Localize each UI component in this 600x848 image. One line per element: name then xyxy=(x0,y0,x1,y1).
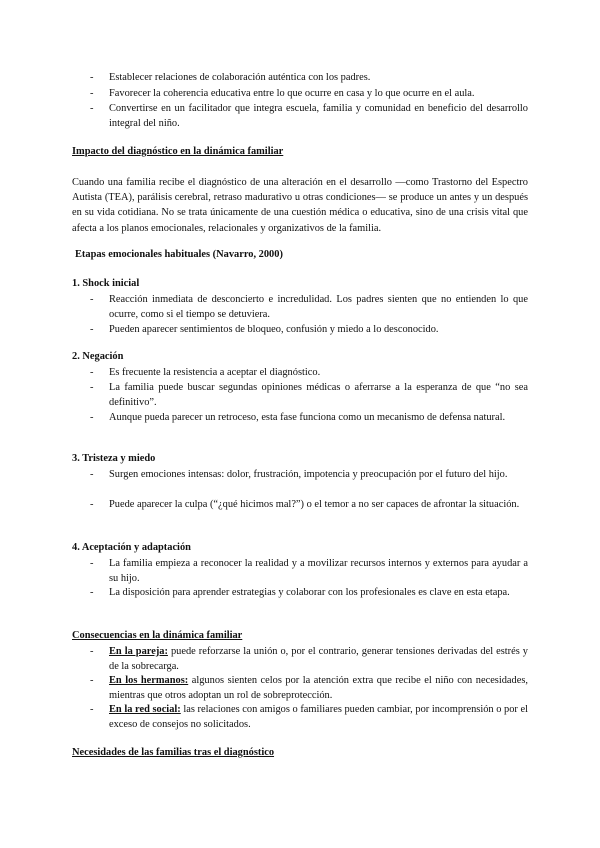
bullet-dash: - xyxy=(90,646,94,657)
list-item xyxy=(90,365,528,380)
bullet-dash: - xyxy=(90,382,94,393)
list-item xyxy=(90,467,528,482)
bullet-dash: - xyxy=(90,88,94,99)
bullet-text: Favorecer la coherencia educativa entre lo que ocurre en casa y lo que ocurre en el aula. xyxy=(109,88,475,99)
list-item xyxy=(90,585,528,600)
consequence-text: puede reforzarse la unión o, por el contrario, generar tensiones derivadas del estrés y de la sobrecarga. xyxy=(109,646,528,673)
bullet-text xyxy=(109,673,528,703)
stage-title: 3. Tristeza y miedo xyxy=(72,453,156,464)
list-item xyxy=(90,70,528,85)
list-item xyxy=(90,86,528,101)
impact-paragraph: Cuando una familia recibe el diagnóstico de una alteración en el desarrollo —como Trastorno del Espectro Autista (TEA), parálisis cerebral, retraso madurativo u otras condiciones— se produce un antes y un después en su vida cotidiana. No se trata únicamente de una cuestión médica o educativa, sino de una crisis vital que afecta a los planos emocionales, relacionales y organizativos de la familia. xyxy=(72,177,528,234)
bullet-dash: - xyxy=(90,558,94,569)
bullet-text: Surgen emociones intensas: dolor, frustración, impotencia y preocupación por el futuro del hijo. xyxy=(109,469,508,480)
bullet-dash: - xyxy=(90,367,94,378)
section-heading-impact: Impacto del diagnóstico en la dinámica familiar xyxy=(72,146,284,157)
bullet-dash: - xyxy=(90,103,94,114)
list-item xyxy=(90,702,528,732)
bullet-text: Pueden aparecer sentimientos de bloqueo, confusión y miedo a lo desconocido. xyxy=(109,324,439,335)
bullet-text: Es frecuente la resistencia a aceptar el diagnóstico. xyxy=(109,367,321,378)
bullet-dash: - xyxy=(90,704,94,715)
bullet-text: Establecer relaciones de colaboración auténtica con los padres. xyxy=(109,72,371,83)
bullet-text: Puede aparecer la culpa (“¿qué hicimos mal?”) o el temor a no ser capaces de afrontar la situación. xyxy=(109,499,520,510)
list-item xyxy=(90,644,528,674)
stage-title: 4. Aceptación y adaptación xyxy=(72,542,191,553)
bullet-text: La familia empieza a reconocer la realidad y a movilizar recursos internos y externos para ayudar a su hijo. xyxy=(109,558,528,585)
bullet-dash: - xyxy=(90,469,94,480)
consequence-label: En la red social: xyxy=(109,704,181,715)
bullet-text: Aunque pueda parecer un retroceso, esta fase funciona como un mecanismo de defensa natural. xyxy=(109,412,506,423)
bullet-dash: - xyxy=(90,412,94,423)
bullet-dash: - xyxy=(90,499,94,510)
bullet-dash: - xyxy=(90,675,94,686)
bullet-text: Convertirse en un facilitador que integra escuela, familia y comunidad en beneficio del desarrollo integral del niño. xyxy=(109,103,528,130)
bullet-dash: - xyxy=(90,72,94,83)
list-item xyxy=(90,380,528,410)
list-item xyxy=(90,322,528,337)
list-item xyxy=(90,410,528,425)
stage-title: 2. Negación xyxy=(72,351,124,362)
section-heading-stages: Etapas emocionales habituales (Navarro, 2000) xyxy=(75,249,283,260)
bullet-dash: - xyxy=(90,294,94,305)
bullet-text xyxy=(109,702,528,732)
list-item xyxy=(90,556,528,586)
section-heading-consequences: Consecuencias en la dinámica familiar xyxy=(72,630,243,641)
list-item xyxy=(90,101,528,131)
consequence-text: las relaciones con amigos o familiares pueden cambiar, por incomprensión o por el exceso de consejos no solicitados. xyxy=(109,704,528,731)
list-item xyxy=(90,673,528,703)
bullet-text: Reacción inmediata de desconcierto e incredulidad. Los padres sienten que no entienden lo que ocurre, como si el tiempo se detuviera. xyxy=(109,294,528,321)
consequence-text: algunos sienten celos por la atención extra que recibe el niño con necesidades, mientras que otros adoptan un rol de sobreprotección. xyxy=(109,675,528,702)
bullet-text: La disposición para aprender estrategias y colaborar con los profesionales es clave en esta etapa. xyxy=(109,587,510,598)
consequence-label: En los hermanos: xyxy=(109,675,189,686)
bullet-dash: - xyxy=(90,324,94,335)
bullet-text xyxy=(109,644,528,674)
list-item xyxy=(90,497,528,512)
bullet-text: La familia puede buscar segundas opiniones médicas o aferrarse a la esperanza de que “no sea definitivo”. xyxy=(109,382,528,409)
bullet-dash: - xyxy=(90,587,94,598)
section-heading-needs: Necesidades de las familias tras el diagnóstico xyxy=(72,747,275,758)
stage-title: 1. Shock inicial xyxy=(72,278,140,289)
consequence-label: En la pareja: xyxy=(109,646,168,657)
list-item xyxy=(90,292,528,322)
